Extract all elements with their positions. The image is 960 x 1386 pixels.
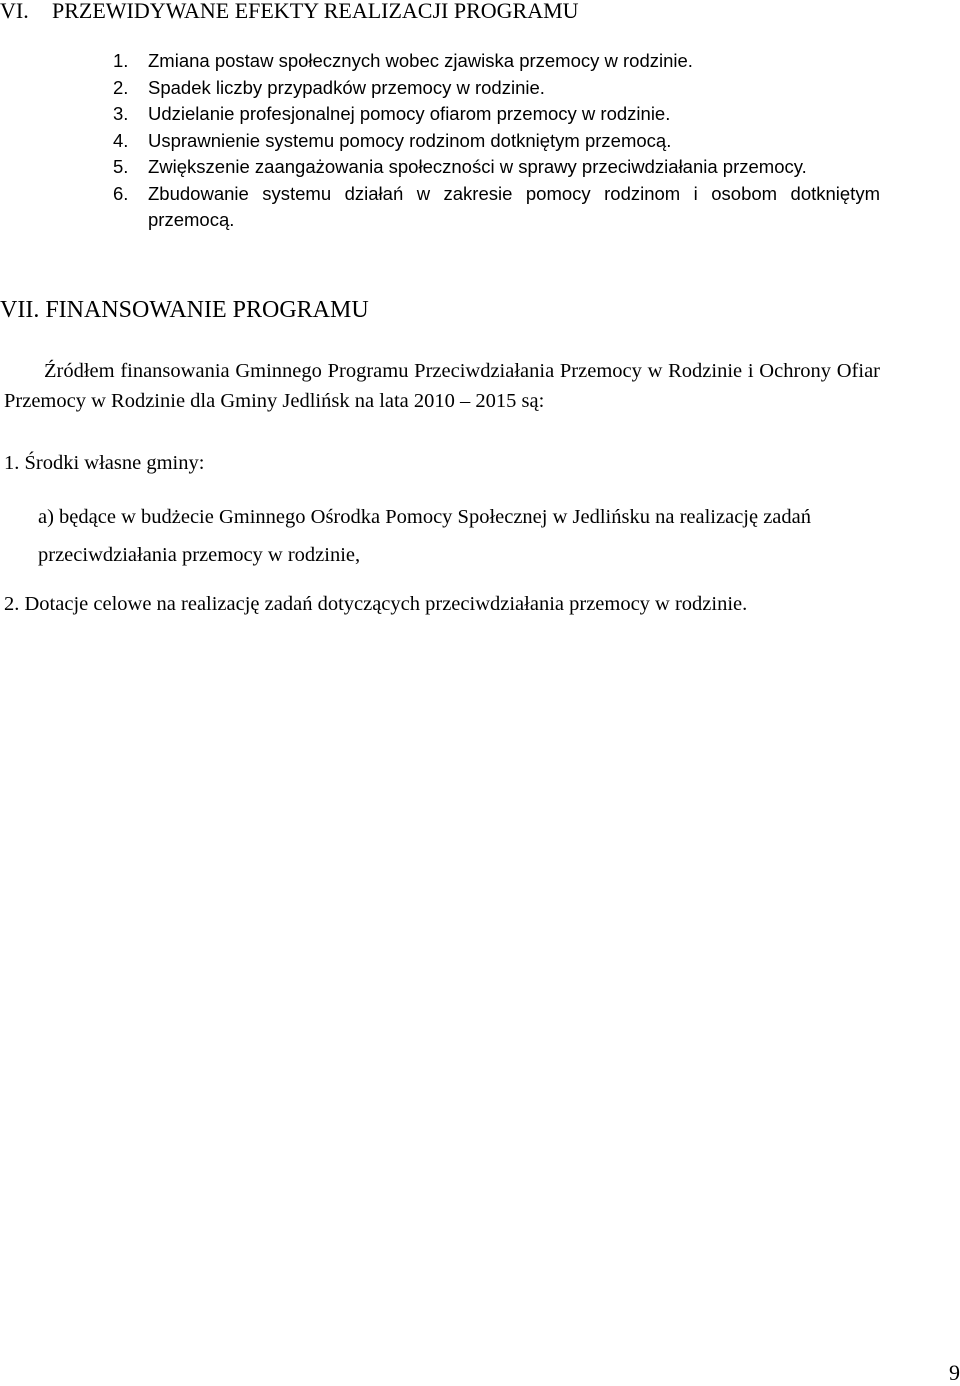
funding-item-grants: 2. Dotacje celowe na realizację zadań dotyczących przeciwdziałania przemocy w rodzinie. <box>4 593 748 615</box>
section-vii-number: VII. <box>0 297 40 323</box>
list-item <box>113 101 880 128</box>
section-vi-heading <box>0 0 579 24</box>
section-vi-title: PRZEWIDYWANE EFEKTY REALIZACJI PROGRAMU <box>52 0 579 23</box>
section-vi-number: VI. <box>0 0 29 23</box>
expected-effects-list <box>113 48 880 234</box>
list-item-number: 3. <box>113 103 129 124</box>
list-item-text: Usprawnienie systemu pomocy rodzinom dotkniętym przemocą. <box>148 129 672 151</box>
list-item-number: 2. <box>113 76 129 98</box>
list-item-text: Udzielanie profesjonalnej pomocy ofiarom przemocy w rodzinie. <box>148 103 671 124</box>
list-item-text: Zbudowanie systemu działań w zakresie pomocy rodzinom i osobom dotkniętym przemocą. <box>148 182 880 230</box>
list-item-text: Zmiana postaw społecznych wobec zjawiska przemocy w rodzinie. <box>148 50 693 71</box>
list-item <box>113 75 880 102</box>
list-item-number: 6. <box>113 182 129 204</box>
list-item <box>113 128 880 155</box>
list-item-text: Spadek liczby przypadków przemocy w rodzinie. <box>148 76 545 98</box>
section-vii-heading <box>0 296 369 324</box>
list-item-number: 5. <box>113 156 129 177</box>
list-item <box>113 154 880 181</box>
list-item-number: 4. <box>113 129 129 151</box>
funding-intro-paragraph: Źródłem finansowania Gminnego Programu Przeciwdziałania Przemocy w Rodzinie i Ochrony Ofiar Przemocy w Rodzinie dla Gminy Jedlińsk na lata 2010 – 2015 są: <box>4 360 880 412</box>
page-number: 9 <box>949 1360 960 1385</box>
funding-subitem-budget: a) będące w budżecie Gminnego Ośrodka Pomocy Społecznej w Jedlińsku na realizację zadań przeciwdziałania przemocy w rodzinie, <box>38 506 812 566</box>
section-vii-title: FINANSOWANIE PROGRAMU <box>45 297 369 323</box>
list-item-number: 1. <box>113 50 129 71</box>
list-item-text: Zwiększenie zaangażowania społeczności w sprawy przeciwdziałania przemocy. <box>148 156 807 177</box>
list-item <box>113 181 880 234</box>
funding-item-own-funds: 1. Środki własne gminy: <box>4 452 205 474</box>
list-item <box>113 48 880 75</box>
